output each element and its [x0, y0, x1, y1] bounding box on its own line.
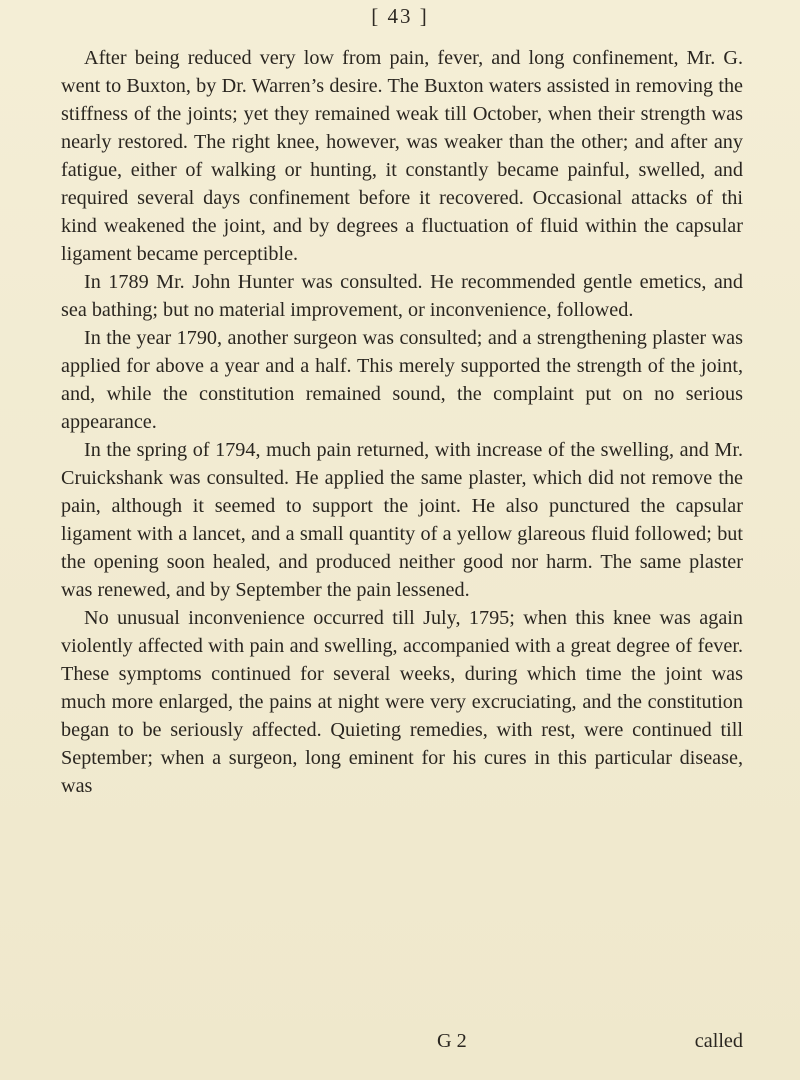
signature-mark: G 2: [437, 1030, 467, 1052]
page-footer: [0, 1030, 800, 1060]
paragraph: No unusual inconvenience occurred till July, 1795; when this knee was again violently affected with pain and swelling, accompanied with a great degree of fever. These symptoms continued for several weeks, during which time the joint was much more enlarged, the pains at night were very excruciating, and the constitution began to be seriously affected. Quieting remedies, with rest, were continued till September; when a surgeon, long eminent for his cures in this particular disease, was: [61, 607, 743, 797]
paragraph: In 1789 Mr. John Hunter was consulted. He recommended gentle emetics, and sea bathing; but no material improvement, or inconvenience, followed.: [61, 271, 743, 321]
paragraph: In the spring of 1794, much pain returned, with increase of the swelling, and Mr. Cruickshank was consulted. He applied the same plaster, which did not remove the pain, although it seemed to support the joint. He also punctured the capsular ligament with a lancet, and a small quantity of a yellow glareous fluid followed; but the opening soon healed, and produced neither good nor harm. The same plaster was renewed, and by September the pain lessened.: [61, 439, 743, 601]
page-number: [ 43 ]: [371, 4, 429, 28]
paragraph: After being reduced very low from pain, fever, and long confinement, Mr. G. went to Buxton, by Dr. Warren’s desire. The Buxton waters assisted in removing the stiffness of the joints; yet they remained weak till October, when their strength was nearly restored. The right knee, however, was weaker than the other; and after any fatigue, either of walking or hunting, it constantly became painful, swelled, and required several days confinement before it recovered. Occasional attacks of thi kind weakened the joint, and by degrees a fluctuation of fluid within the capsular ligament became perceptible.: [61, 47, 743, 265]
paragraph: In the year 1790, another surgeon was consulted; and a strengthening plaster was applied for above a year and a half. This merely supported the strength of the joint, and, while the constitution remained sound, the complaint put on no serious appearance.: [61, 327, 743, 433]
catchword: called: [694, 1030, 743, 1052]
body-text: [61, 44, 743, 800]
